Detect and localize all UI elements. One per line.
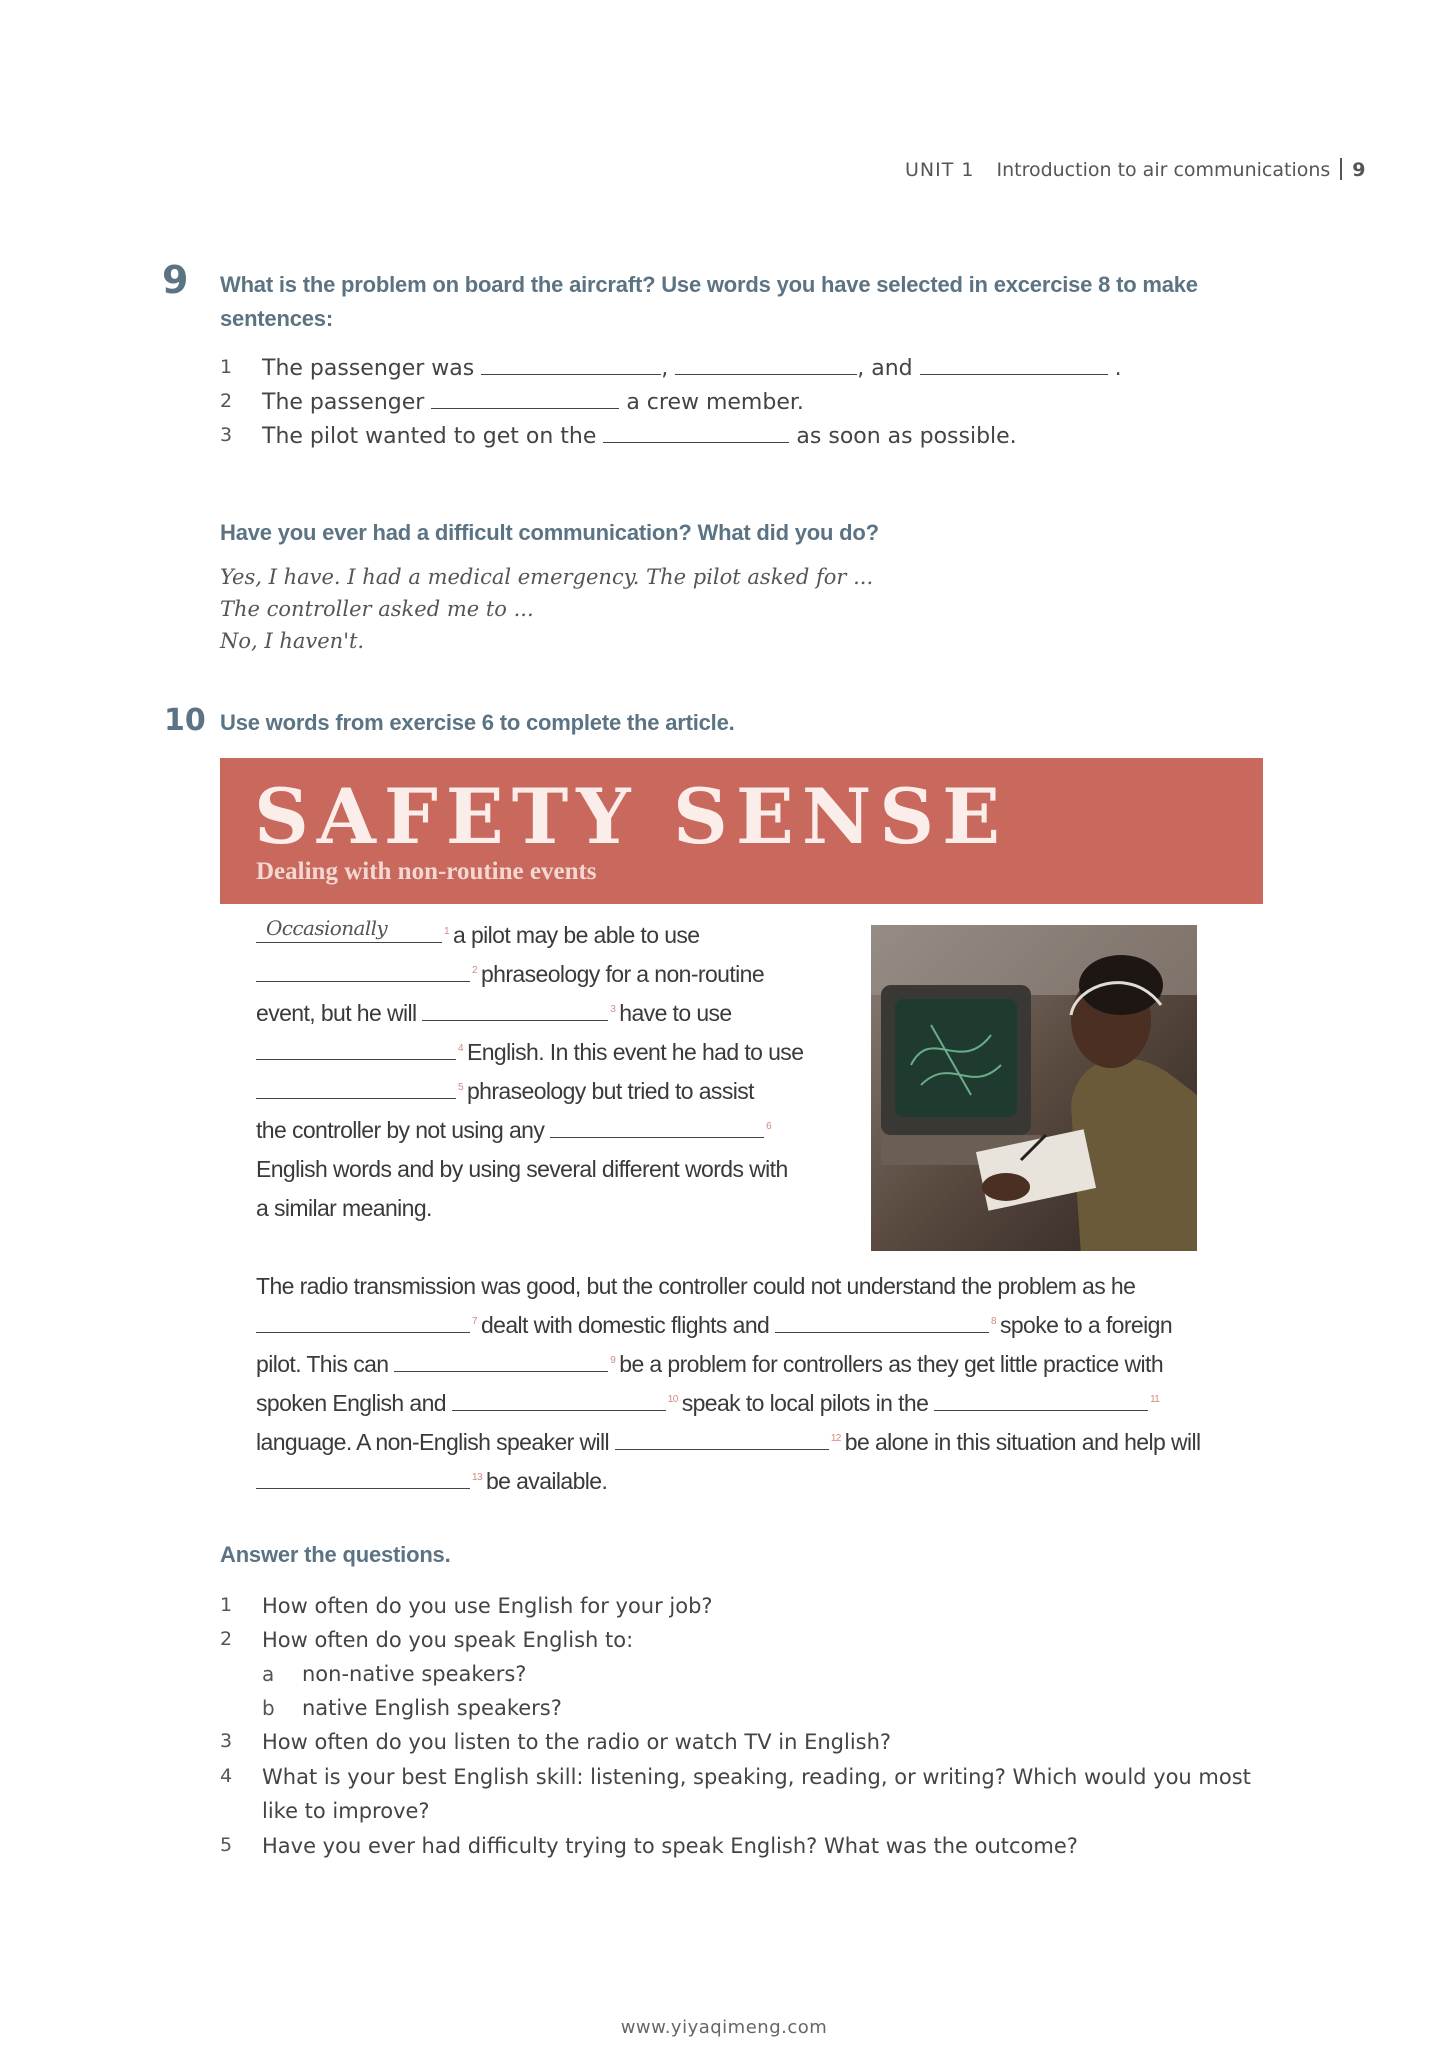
header-divider [1340,158,1342,180]
answer-blank[interactable] [603,424,789,443]
article-line: $^{13}$ be available. [256,1468,607,1495]
gap-8[interactable] [775,1312,989,1333]
unit-label: UNIT 1 [905,159,975,181]
sample-answer: The controller asked me to ... [220,597,534,621]
article-line: The radio transmission was good, but the controller could not understand the problem as he [256,1273,1136,1299]
article-line: spoken English and $^{10}$ speak to local pilots in the $^{11}$ [256,1390,1160,1416]
exercise-9-number: 9 [162,258,189,302]
running-header [905,158,1366,181]
unit-title: Introduction to air communications [996,159,1331,181]
sample-answer: Yes, I have. I had a medical emergency. The pilot asked for ... [220,565,874,589]
article-line: English words and by using several different words with [256,1156,788,1182]
article-line: event, but he will $^3$ have to use [256,1000,732,1026]
gap-13[interactable] [256,1468,470,1489]
gap-12[interactable] [615,1429,829,1450]
gap-11[interactable] [934,1390,1148,1411]
sample-answer: No, I haven't. [220,629,365,653]
exercise-10-heading: Use words from exercise 6 to complete the article. [220,710,735,735]
example-answer: Occasionally [266,916,388,940]
page-number: 9 [1352,159,1366,181]
gap-9[interactable] [394,1351,608,1372]
answer-blank[interactable] [675,356,857,375]
exercise-10-number: 10 [164,703,206,738]
article-line: $^7$ dealt with domestic flights and $^8$ spoke to a foreign [256,1312,1172,1339]
article-line: $^2$ phraseology for a non-routine [256,961,764,988]
footer-url: www.yiyaqimeng.com [620,2017,828,2038]
article-line: Occasionally $^1$ a pilot may be able to use [256,922,699,949]
controller-photo [871,925,1197,1251]
gap-2[interactable] [256,961,470,982]
article-subtitle: Dealing with non-routine events [256,858,597,885]
article-line: the controller by not using any $^6$ [256,1117,772,1143]
gap-1[interactable] [256,916,442,943]
gap-5[interactable] [256,1078,456,1099]
article-line: language. A non-English speaker will $^{12}$ be alone in this situation and help will [256,1429,1201,1455]
controller-photo-illustration [871,925,1197,1251]
article-line: $^4$ English. In this event he had to use [256,1039,803,1066]
article-title: SAFETY SENSE [254,772,1009,861]
exercise-9-heading: What is the problem on board the aircraft? Use words you have selected in excercise 8 to make sentences: [220,272,1198,331]
article-line: a similar meaning. [256,1195,432,1221]
article-banner [220,758,1263,904]
gap-4[interactable] [256,1039,456,1060]
gap-3[interactable] [422,1000,608,1021]
gap-7[interactable] [256,1312,470,1333]
answer-blank[interactable] [920,356,1108,375]
gap-6[interactable] [550,1117,764,1138]
article-line: $^5$ phraseology but tried to assist [256,1078,754,1105]
article-line: pilot. This can $^9$ be a problem for controllers as they get little practice with [256,1351,1164,1377]
answer-blank[interactable] [431,390,619,409]
discussion-question: Have you ever had a difficult communication? What did you do? [220,520,879,545]
answer-questions-heading: Answer the questions. [220,1542,451,1567]
gap-10[interactable] [452,1390,666,1411]
answer-blank[interactable] [481,356,661,375]
